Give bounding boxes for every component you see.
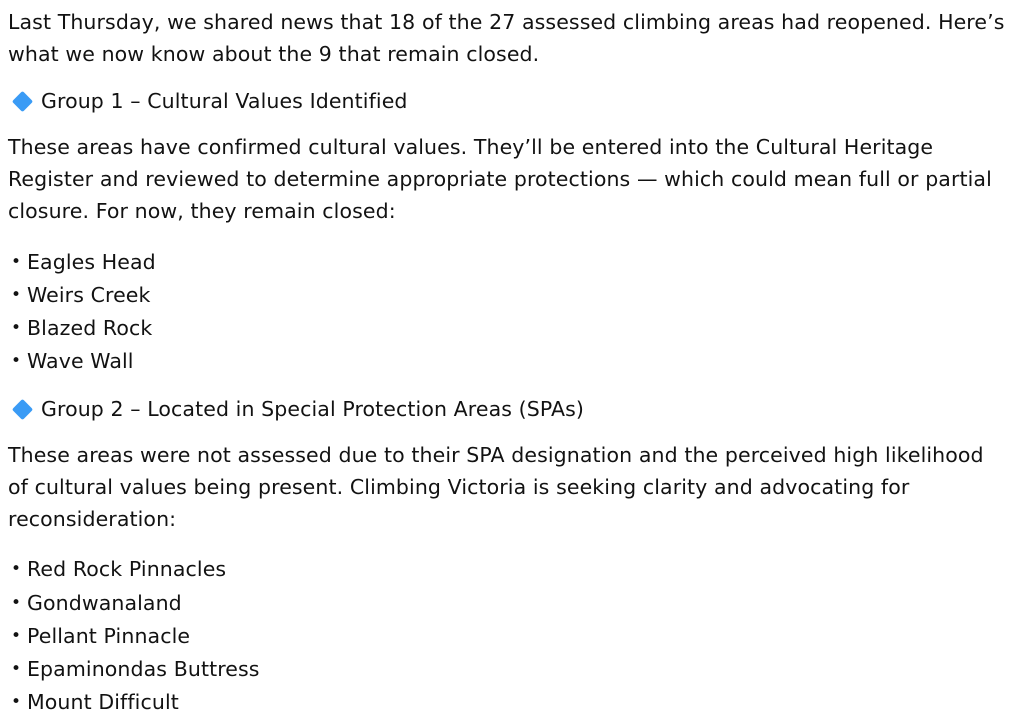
list-item: • Pellant Pinnacle	[8, 620, 1007, 653]
list-item: • Blazed Rock	[8, 312, 1007, 345]
section-heading-label: Group 1 – Cultural Values Identified	[41, 89, 408, 114]
section-heading-label: Group 2 – Located in Special Protection Areas (SPAs)	[41, 397, 585, 422]
section-body-group-2: These areas were not assessed due to their SPA designation and the perceived high likelihood of cultural values being present. Climbing Victoria is seeking clarity and advocating for reconsideration:	[8, 442, 984, 532]
section-group-2	[8, 396, 1007, 719]
list-item: • Wave Wall	[8, 345, 1007, 378]
list-item: • Gondwanaland	[8, 587, 1007, 620]
list-item: • Mount Difficult	[8, 686, 1007, 719]
list-item: • Eagles Head	[8, 246, 1007, 279]
list-item: • Weirs Creek	[8, 279, 1007, 312]
blue-diamond-icon	[12, 91, 33, 112]
section-body-group-1: These areas have confirmed cultural values. They’ll be entered into the Cultural Heritage Register and reviewed to determine appropriate protections — which could mean full or partial closure. For now, they remain closed:	[8, 134, 992, 224]
section-heading-group-1	[8, 88, 1007, 115]
section-group-1	[8, 88, 1007, 378]
section-heading-group-2	[8, 396, 1007, 423]
intro-paragraph: Last Thursday, we shared news that 18 of the 27 assessed climbing areas had reopened. Here’s what we now know about the 9 that remain closed.	[8, 10, 1005, 67]
list-item: • Red Rock Pinnacles	[8, 553, 1007, 586]
list-item: • Epaminondas Buttress	[8, 653, 1007, 686]
closed-areas-list-group-1	[8, 246, 1007, 379]
closed-areas-list-group-2	[8, 553, 1007, 719]
blue-diamond-icon	[12, 399, 33, 420]
